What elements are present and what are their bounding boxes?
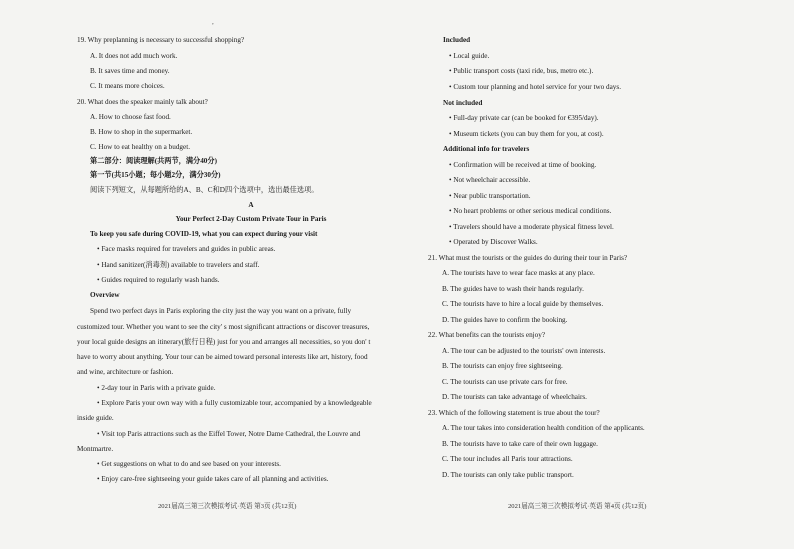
q21-option-a: A. The tourists have to wear face masks at any place. [442,269,595,277]
tour-item: Montmartre. [77,445,114,453]
q23-option-b: B. The tourists have to take care of their own luggage. [442,440,598,448]
q20-option-b: B. How to shop in the supermarket. [90,128,193,136]
tour-item: • 2-day tour in Paris with a private guide. [97,384,216,392]
q22-option-b: B. The tourists can enjoy free sightseeing. [442,362,563,370]
tour-item: inside guide. [77,414,114,422]
q20-option-a: A. How to choose fast food. [90,113,171,121]
overview-line: Spend two perfect days in Paris exploring the city just the way you want on a private, fully [90,307,352,315]
q22-stem: 22. What benefits can the tourists enjoy? [428,331,546,339]
q19-option-b: B. It saves time and money. [90,67,170,75]
q21-option-c: C. The tourists have to hire a local guide by themselves. [442,300,604,308]
scan-mark: , [212,18,214,26]
covid-item: • Face masks required for travelers and guides in public areas. [97,245,276,253]
q21-stem: 21. What must the tourists or the guides do during their tour in Paris? [428,254,628,262]
passage-letter: A [248,201,254,209]
not-included-item: • Museum tickets (you can buy them for you, at cost). [449,130,604,138]
additional-item: • Near public transportation. [449,192,531,200]
included-item: • Local guide. [449,52,490,60]
additional-info-heading: Additional info for travelers [443,145,530,153]
additional-item: • Confirmation will be received at time of booking. [449,161,597,169]
included-heading: Included [443,36,471,44]
covid-heading: To keep you safe during COVID-19, what you can expect during your visit [90,230,318,238]
q19-option-c: C. It means more choices. [90,82,165,90]
q22-option-d: D. The tourists can take advantage of wheelchairs. [442,393,587,401]
not-included-item: • Full-day private car (can be booked for €395/day). [449,114,599,122]
covid-item: • Guides required to regularly wash hands. [97,276,220,284]
part2-heading: 第二部分：阅读理解(共两节，满分40分) [90,157,217,165]
q22-option-a: A. The tour can be adjusted to the tourists' own interests. [442,347,606,355]
covid-item: • Hand sanitizer(消毒剂) available to travelers and staff. [97,261,260,269]
q23-option-c: C. The tour includes all Paris tour attractions. [442,455,573,463]
additional-item: • Not wheelchair accessible. [449,176,531,184]
q19-option-a: A. It does not add much work. [90,52,178,60]
additional-item: • No heart problems or other serious medical conditions. [449,207,612,215]
tour-item: • Visit top Paris attractions such as the Eiffel Tower, Notre Dame Cathedral, the Louvre and [97,430,361,438]
overview-heading: Overview [90,291,120,299]
overview-line: customized tour. Whether you want to see the city' s most significant attractions or discover treasures, [77,323,370,331]
q20-stem: 20. What does the speaker mainly talk about? [77,98,208,106]
tour-item: • Explore Paris your own way with a fully customizable tour, accompanied by a knowledgeable [97,399,372,407]
q23-stem: 23. Which of the following statement is true about the tour? [428,409,600,417]
q21-option-b: B. The guides have to wash their hands regularly. [442,285,584,293]
q19-stem: 19. Why preplanning is necessary to successful shopping? [77,36,245,44]
included-item: • Public transport costs (taxi ride, bus, metro etc.). [449,67,594,75]
right-page-footer: 2021届高三第三次模拟考试·英语 第4页 (共12页) [508,503,647,510]
additional-item: • Operated by Discover Walks. [449,238,538,246]
passage-title: Your Perfect 2-Day Custom Private Tour in Paris [175,215,327,223]
additional-item: • Travelers should have a moderate physical fitness level. [449,223,614,231]
left-page-footer: 2021届高三第三次模拟考试·英语 第3页 (共12页) [158,503,297,510]
included-item: • Custom tour planning and hotel service for your two days. [449,83,621,91]
overview-line: your local guide designs an itinerary(旅行日程) just for you and arranges all necessities, so you don' t [77,338,371,346]
section1-heading: 第一节(共15小题；每小题2分，满分30分) [90,171,221,179]
q21-option-d: D. The guides have to confirm the booking. [442,316,568,324]
overview-line: and wine, architecture or fashion. [77,368,174,376]
tour-item: • Enjoy care-free sightseeing your guide takes care of all planning and activities. [97,475,329,483]
not-included-heading: Not included [443,99,483,107]
overview-line: have to worry about anything. Your tour can be aimed toward personal interests like art, history, food [77,353,368,361]
q23-option-d: D. The tourists can only take public transport. [442,471,574,479]
q22-option-c: C. The tourists can use private cars for free. [442,378,568,386]
tour-item: • Get suggestions on what to do and see based on your interests. [97,460,281,468]
q23-option-a: A. The tour takes into consideration health condition of the applicants. [442,424,645,432]
q20-option-c: C. How to eat healthy on a budget. [90,143,191,151]
instruction: 阅读下列短文，从每题所给的A、B、C和D四个选项中，选出最佳选项。 [90,186,319,194]
